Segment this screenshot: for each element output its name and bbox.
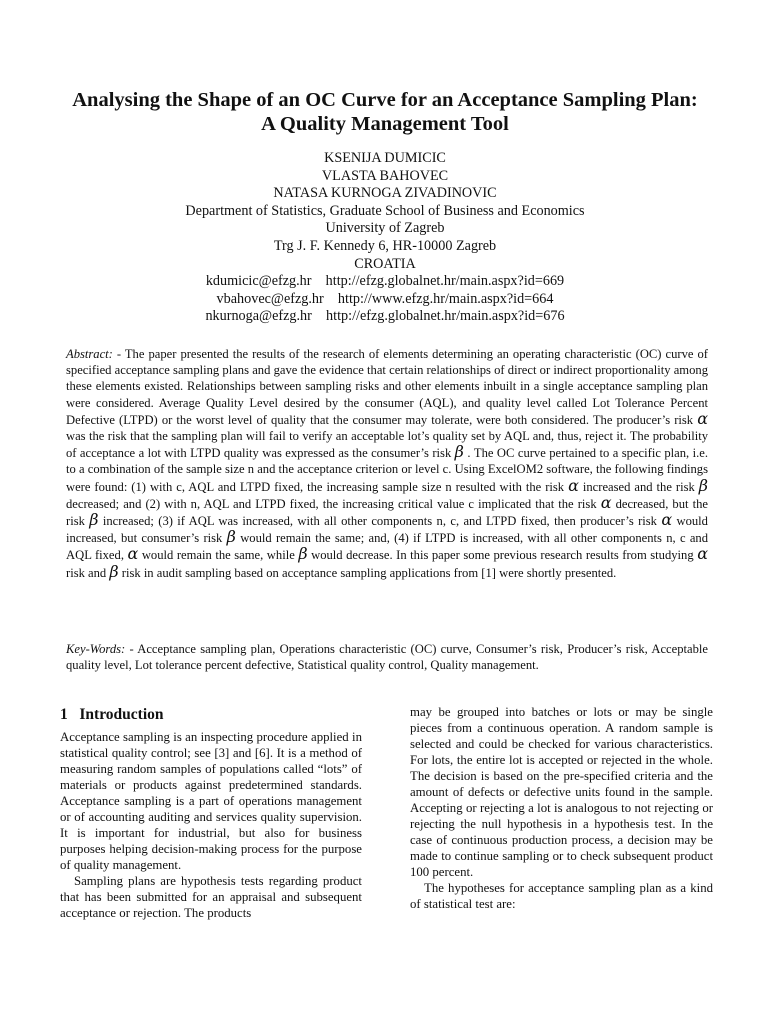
abstract-text: - The paper presented the results of the research of elements determining an operating characteristic (OC) curve of specified acceptance sampling plans and gave the evidence that certain relationships of direct or indirect proportionality among these elements existed. Relationships between sampling risks and other elements inbuilt in a single acceptance sampling plan were considered. Average Quality Level desired by the consumer (AQL), and quality level called Lot Tolerance Percent Defective (LTPD) or the worst level of quality that the consumer may tolerate, were both considered. The producer’s risk (66, 347, 708, 427)
abstract-label: Abstract: (66, 347, 113, 361)
title-line-1: Analysing the Shape of an OC Curve for an Acceptance Sampling Plan: (72, 89, 698, 111)
contact-line: nkurnoga@efzg.hr http://efzg.globalnet.hr/main.aspx?id=676 (205, 308, 565, 325)
section-heading: 1 Introduction (60, 706, 164, 723)
abstract-text: would increased, but consumer’s risk (66, 514, 708, 546)
abstract-text: was the risk that the sampling plan will fail to verify an acceptable lot’s quality set by AQL and, thus, reject it. The probability of acceptance a lot with LTPD quality was expressed as the consumer’s risk (66, 429, 708, 461)
affiliation-line: Department of Statistics, Graduate School of Business and Economics (185, 202, 585, 219)
abstract-text: risk and (66, 565, 110, 580)
right-column (410, 704, 713, 912)
abstract-text: increased; (3) if AQL was increased, with all other components n, c, and LTPD fixed, then producer’s risk (98, 514, 662, 529)
abstract-text: . The OC curve pertained to a specific plan, i.e. to a combination of the sample size n and the acceptance criterion or level c. Using ExcelOM2 software, the following findings were found: (1) with c, AQL and LTPD fixed, the increasing sample size n resulted with the risk (66, 446, 708, 494)
alpha-symbol: α (697, 408, 708, 428)
abstract-text: decreased; and (2) with n, AQL and LTPD fixed, the increasing critical value c implicated that the risk (66, 496, 601, 511)
beta-symbol: β (454, 442, 464, 462)
alpha-symbol: α (600, 492, 612, 512)
title-line-2: A Quality Management Tool (261, 113, 509, 135)
beta-symbol: β (298, 544, 308, 564)
alpha-symbol: α (661, 510, 673, 530)
beta-symbol: β (109, 561, 119, 581)
alpha-symbol: α (127, 544, 139, 564)
author-name: KSENIJA DUMICIC (324, 150, 446, 166)
affiliation-line: University of Zagreb (325, 220, 445, 237)
paper-title (40, 88, 730, 136)
alpha-symbol: α (697, 544, 708, 564)
beta-symbol: β (698, 475, 708, 495)
paragraph: may be grouped into batches or lots or may be single pieces from a continuous operation. A random sample is selected and could be checked for various characteristics. For lots, the entire lot is accepted or rejected in the whole. The decision is based on the pre-specified criteria and the amount of defects or defective units found in the sample. Accepting or rejecting a lot is analogous to not rejecting or rejecting the null hypothesis in a hypothesis test. In the case of continuous production process, a decision may be made to continue sampling or to check subsequent product 100 percent. (410, 705, 713, 879)
affiliation-line: Trg J. F. Kennedy 6, HR-10000 Zagreb (273, 237, 497, 254)
left-column (60, 706, 362, 921)
abstract-text: risk in audit sampling based on acceptance sampling applications from [1] were shortly presented. (118, 565, 617, 580)
author-name: NATASA KURNOGA ZIVADINOVIC (273, 185, 497, 202)
paragraph: Sampling plans are hypothesis tests regarding product that has been submitted for an appraisal and subsequent acceptance or rejection. The products (60, 874, 362, 920)
contact-line: vbahovec@efzg.hr http://www.efzg.hr/main.aspx?id=664 (216, 290, 554, 307)
abstract-text: decreased, but the risk (66, 496, 708, 529)
keywords-text: - Acceptance sampling plan, Operations characteristic (OC) curve, Consumer’s risk, Producer’s risk, Acceptable quality level, Lot tolerance percent defective, Statistical quality control, Quality management. (66, 642, 708, 673)
abstract-text: would remain the same, while (138, 548, 299, 563)
beta-symbol: β (226, 527, 236, 547)
contact-line: kdumicic@efzg.hr http://efzg.globalnet.hr/main.aspx?id=669 (205, 273, 565, 290)
abstract-text: increased and the risk (578, 479, 699, 494)
author-block (60, 150, 710, 326)
abstract-text: would decrease. In this paper some previous research results from studying (307, 548, 698, 563)
beta-symbol: β (89, 510, 99, 530)
keywords-label: Key-Words: (66, 642, 126, 656)
paragraph: Acceptance sampling is an inspecting procedure applied in statistical quality control; see [3] and [6]. It is a method of measuring random samples of populations called “lots” of materials or products against predetermined standards. Acceptance sampling is a part of operations management or of accounting auditing and services quality supervision. It is important for industrial, but also for business purposes helping decision-making process for the purpose of quality management. (60, 730, 362, 872)
affiliation-line: CROATIA (354, 255, 416, 272)
keywords (66, 641, 708, 673)
abstract (66, 346, 708, 581)
alpha-symbol: α (568, 475, 579, 495)
abstract-text: would remain the same; and, (4) if LTPD is increased, with all other components n, c and AQL fixed, (66, 531, 709, 563)
paragraph: The hypotheses for acceptance sampling plan as a kind of statistical test are: (410, 881, 713, 911)
author-name: VLASTA BAHOVEC (321, 167, 449, 184)
